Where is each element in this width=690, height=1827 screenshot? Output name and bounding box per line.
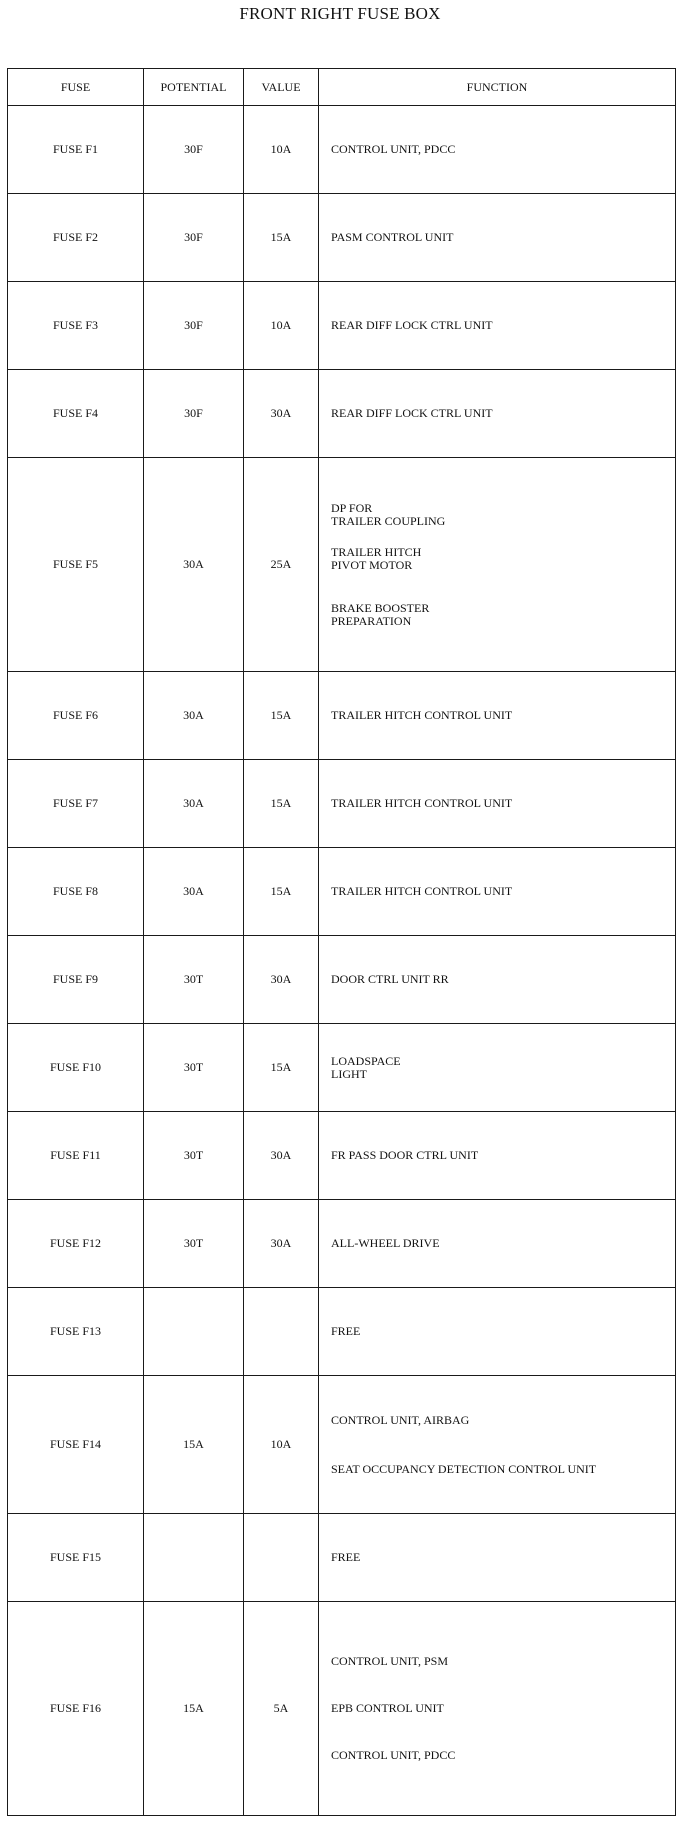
fuse-row [8, 1112, 676, 1200]
potential-cell: 30T [144, 1200, 244, 1288]
function-line: DOOR CTRL UNIT RR [331, 972, 449, 986]
function-entry [331, 709, 675, 722]
fuse-row [8, 1024, 676, 1112]
function-cell [319, 1112, 676, 1200]
function-cell [319, 936, 676, 1024]
fuse-row [8, 1288, 676, 1376]
potential-cell: 30A [144, 672, 244, 760]
fuse-cell: FUSE F2 [8, 194, 144, 282]
function-line: TRAILER HITCH [331, 544, 422, 559]
value-cell: 15A [244, 194, 319, 282]
function-line: EPB CONTROL UNIT [331, 1701, 444, 1715]
value-cell: 15A [244, 848, 319, 936]
fuse-table [7, 68, 676, 1816]
function-line: LIGHT [331, 1066, 367, 1081]
fuse-row [8, 936, 676, 1024]
function-cell [319, 1602, 676, 1816]
function-line: FREE [331, 1550, 361, 1564]
function-line: TRAILER HITCH CONTROL UNIT [331, 884, 513, 898]
value-cell: 25A [244, 458, 319, 672]
fuse-cell: FUSE F13 [8, 1288, 144, 1376]
fuse-row [8, 760, 676, 848]
value-cell [244, 1514, 319, 1602]
fuse-row [8, 282, 676, 370]
fuse-cell: FUSE F14 [8, 1376, 144, 1514]
function-cell [319, 1288, 676, 1376]
potential-cell: 30A [144, 458, 244, 672]
fuse-cell: FUSE F16 [8, 1602, 144, 1816]
potential-cell: 30A [144, 760, 244, 848]
value-cell: 10A [244, 1376, 319, 1514]
fuse-cell: FUSE F8 [8, 848, 144, 936]
function-cell [319, 458, 676, 672]
function-line: CONTROL UNIT, PDCC [331, 142, 456, 156]
function-line: REAR DIFF LOCK CTRL UNIT [331, 406, 493, 420]
page-title: FRONT RIGHT FUSE BOX [239, 4, 441, 23]
fuse-row [8, 1376, 676, 1514]
function-cell [319, 848, 676, 936]
potential-cell: 30F [144, 282, 244, 370]
value-cell: 15A [244, 760, 319, 848]
fuse-cell: FUSE F12 [8, 1200, 144, 1288]
function-line: ALL-WHEEL DRIVE [331, 1236, 440, 1250]
function-entry [331, 546, 675, 572]
fuse-cell: FUSE F7 [8, 760, 144, 848]
fuse-row [8, 458, 676, 672]
fuse-cell: FUSE F5 [8, 458, 144, 672]
function-cell [319, 1514, 676, 1602]
fuse-cell: FUSE F6 [8, 672, 144, 760]
function-cell [319, 1376, 676, 1514]
function-entry [331, 602, 675, 628]
function-entry [331, 1055, 675, 1081]
header-value: VALUE [244, 69, 319, 106]
fuse-row [8, 848, 676, 936]
value-cell [244, 1288, 319, 1376]
potential-cell: 15A [144, 1376, 244, 1514]
header-function: FUNCTION [319, 69, 676, 106]
header-potential: POTENTIAL [144, 69, 244, 106]
potential-cell [144, 1514, 244, 1602]
function-line: REAR DIFF LOCK CTRL UNIT [331, 318, 493, 332]
function-entry [331, 1237, 675, 1250]
value-cell: 30A [244, 1112, 319, 1200]
function-cell [319, 672, 676, 760]
function-line: PREPARATION [331, 613, 412, 628]
fuse-row [8, 1200, 676, 1288]
function-cell [319, 106, 676, 194]
potential-cell [144, 1288, 244, 1376]
fuse-cell: FUSE F1 [8, 106, 144, 194]
value-cell: 15A [244, 672, 319, 760]
function-entry [331, 319, 675, 332]
function-line: TRAILER HITCH CONTROL UNIT [331, 796, 513, 810]
function-entry [331, 973, 675, 986]
function-cell [319, 1024, 676, 1112]
header-fuse: FUSE [8, 69, 144, 106]
function-entry [331, 143, 675, 156]
function-entry [331, 1749, 675, 1762]
function-entry [331, 885, 675, 898]
function-entry [331, 231, 675, 244]
value-cell: 10A [244, 282, 319, 370]
function-cell [319, 1200, 676, 1288]
function-line: BRAKE BOOSTER [331, 600, 430, 615]
value-cell: 30A [244, 370, 319, 458]
fuse-row [8, 370, 676, 458]
potential-cell: 15A [144, 1602, 244, 1816]
function-cell [319, 194, 676, 282]
value-cell: 30A [244, 1200, 319, 1288]
function-line: DP FOR [331, 500, 373, 515]
potential-cell: 30A [144, 848, 244, 936]
function-entry [331, 1149, 675, 1162]
fuse-row [8, 1514, 676, 1602]
function-entry [331, 797, 675, 810]
function-line: FREE [331, 1324, 361, 1338]
function-line: TRAILER COUPLING [331, 513, 446, 528]
potential-cell: 30F [144, 106, 244, 194]
function-line: LOADSPACE [331, 1053, 401, 1068]
potential-cell: 30F [144, 370, 244, 458]
function-entry [331, 1702, 675, 1715]
fuse-cell: FUSE F15 [8, 1514, 144, 1602]
fuse-cell: FUSE F9 [8, 936, 144, 1024]
potential-cell: 30F [144, 194, 244, 282]
function-entry [331, 1325, 675, 1338]
value-cell: 5A [244, 1602, 319, 1816]
function-entry [331, 1551, 675, 1564]
potential-cell: 30T [144, 936, 244, 1024]
fuse-row [8, 106, 676, 194]
function-line: PASM CONTROL UNIT [331, 230, 454, 244]
function-line: FR PASS DOOR CTRL UNIT [331, 1148, 479, 1162]
function-entry [331, 1414, 675, 1427]
function-line: PIVOT MOTOR [331, 557, 413, 572]
fuse-row [8, 672, 676, 760]
fuse-cell: FUSE F3 [8, 282, 144, 370]
fuse-cell: FUSE F11 [8, 1112, 144, 1200]
fuse-cell: FUSE F10 [8, 1024, 144, 1112]
function-line: CONTROL UNIT, AIRBAG [331, 1412, 470, 1427]
function-line: TRAILER HITCH CONTROL UNIT [331, 708, 513, 722]
function-cell [319, 370, 676, 458]
function-entry [331, 407, 675, 420]
potential-cell: 30T [144, 1024, 244, 1112]
potential-cell: 30T [144, 1112, 244, 1200]
function-line: CONTROL UNIT, PSM [331, 1654, 449, 1668]
fuse-cell: FUSE F4 [8, 370, 144, 458]
fuse-row [8, 1602, 676, 1816]
function-line: SEAT OCCUPANCY DETECTION CONTROL UNIT [331, 1461, 597, 1476]
function-cell [319, 282, 676, 370]
function-entry [331, 1655, 675, 1668]
header-row [8, 69, 676, 106]
function-line: CONTROL UNIT, PDCC [331, 1748, 456, 1762]
value-cell: 30A [244, 936, 319, 1024]
function-entry [331, 502, 675, 528]
function-entry [331, 1463, 675, 1476]
fuse-table-body [8, 106, 676, 1816]
function-cell [319, 760, 676, 848]
value-cell: 15A [244, 1024, 319, 1112]
fuse-row [8, 194, 676, 282]
value-cell: 10A [244, 106, 319, 194]
